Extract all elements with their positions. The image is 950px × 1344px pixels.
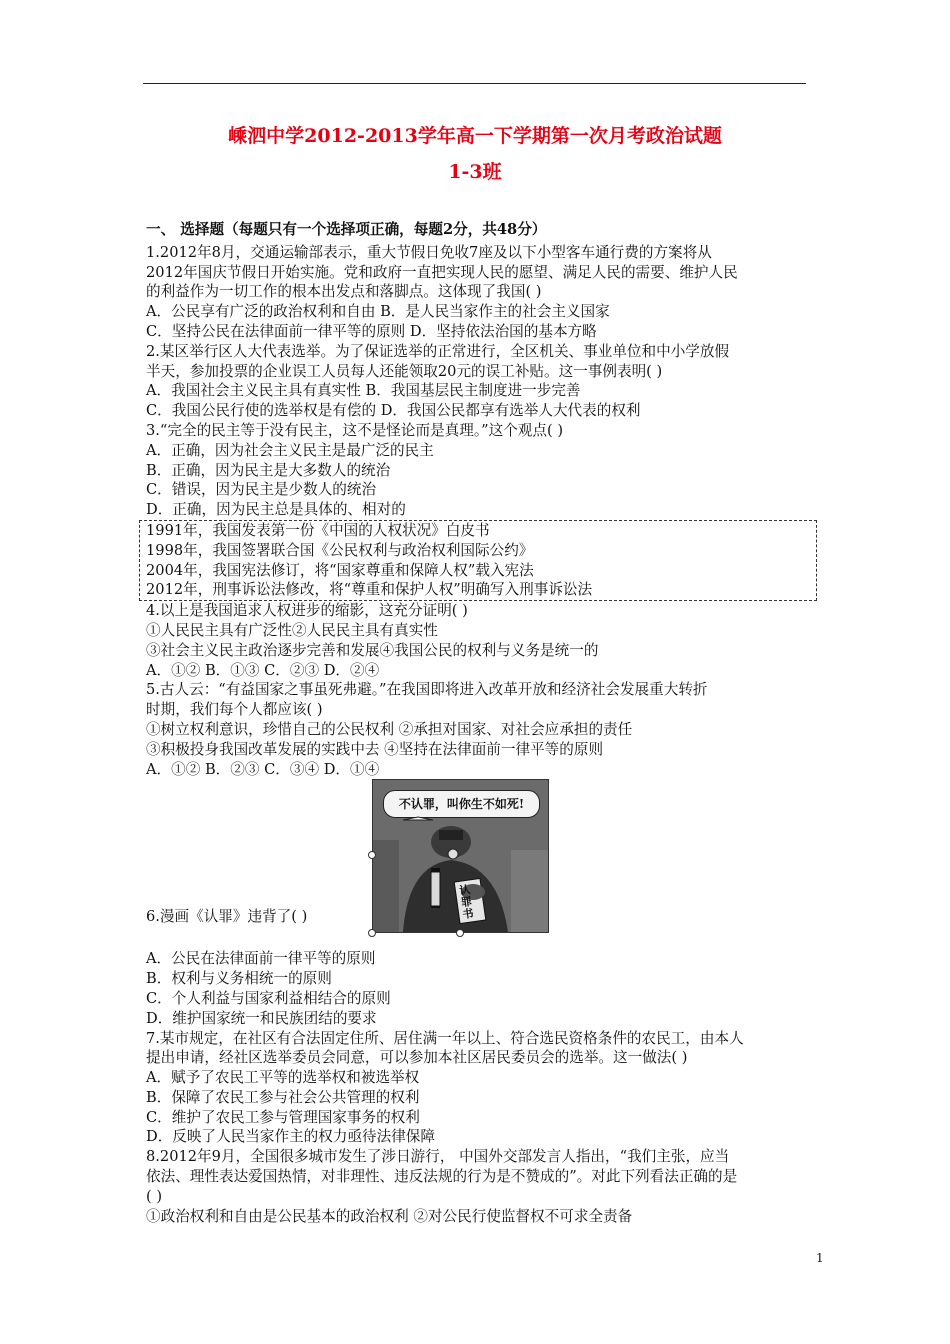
q7-line: 提出申请，经社区选举委员会同意，可以参加本社区居民委员会的选举。这一做法( ) — [146, 1049, 688, 1067]
q1-line: 2012年国庆节假日开始实施。党和政府一直把实现人民的愿望、满足人民的需要、维护人民 — [146, 263, 738, 281]
q2-option: C．我国公民行使的选举权是有偿的 D．我国公民都享有选举人大代表的权利 — [146, 402, 641, 420]
q5-line: 时期，我们每个人都应该( ) — [146, 701, 323, 719]
q2-option: A．我国社会主义民主具有真实性 B．我国基层民主制度进一步完善 — [146, 382, 581, 400]
q2-line: 半天，参加投票的企业误工人员每人还能领取20元的误工补贴。这一事例表明( ) — [146, 362, 663, 380]
q8-line: 8.2012年9月，全国很多城市发生了涉日游行， 中国外交部发言人指出，“我们主张，应当 — [146, 1148, 730, 1166]
q8-line: ①政治权利和自由是公民基本的政治权利 ②对公民行使监督权不可求全责备 — [146, 1207, 633, 1225]
cartoon-sign-text: 认罪书 — [458, 883, 475, 922]
q5-options: A．①② B．②③ C．③④ D．①④ — [146, 760, 380, 778]
q4-line: 4.以上是我国追求人权进步的缩影，这充分证明( ) — [146, 602, 468, 620]
box-line: 1991年，我国发表第一份《中国的人权状况》白皮书 — [146, 521, 490, 539]
q3-line: 3.“完全的民主等于没有民主，这不是怪论而是真理。”这个观点( ) — [146, 421, 564, 439]
q5-line: ③积极投身我国改革发展的实践中去 ④坚持在法律面前一律平等的原则 — [146, 740, 604, 758]
q6-cartoon-area — [146, 779, 810, 931]
cartoon-figure — [373, 780, 548, 932]
q4-options: A．①② B．①③ C．②③ D．②④ — [146, 661, 380, 679]
q1-line: 的利益作为一切工作的根本出发点和落脚点。这体现了我国( ) — [146, 283, 542, 301]
q8-line: 依法、理性表达爱国热情，对非理性、违反法规的行为是不赞成的”。对此下列看法正确的是 — [146, 1168, 738, 1186]
q6-option: B．权利与义务相统一的原则 — [146, 970, 332, 988]
q1-line: 1.2012年8月，交通运输部表示，重大节假日免收7座及以下小型客车通行费的方案将从 — [146, 243, 712, 261]
q3-option: C．错误，因为民主是少数人的统治 — [146, 481, 377, 499]
confession-cartoon — [372, 779, 549, 933]
human-rights-box — [139, 520, 817, 601]
q7-option: B．保障了农民工参与社会公共管理的权利 — [146, 1088, 420, 1106]
q3-option: D．正确，因为民主总是具体的、相对的 — [146, 501, 406, 519]
exam-class: 1-3班 — [448, 161, 502, 183]
q7-option: D．反映了人民当家作主的权力亟待法律保障 — [146, 1128, 435, 1146]
q7-option: C．维护了农民工参与管理国家事务的权利 — [146, 1108, 420, 1126]
q4-line: ①人民民主具有广泛性②人民民主具有真实性 — [146, 621, 438, 639]
cartoon-speech-bubble: 不认罪，叫你生不如死! — [383, 790, 540, 818]
box-line: 1998年，我国签署联合国《公民权利与政治权利国际公约》 — [146, 541, 534, 559]
header-rule — [143, 83, 806, 84]
q4-line: ③社会主义民主政治逐步完善和发展④我国公民的权利与义务是统一的 — [146, 641, 599, 659]
q7-option: A．赋予了农民工平等的选举权和被选举权 — [146, 1069, 420, 1087]
q7-line: 7.某市规定，在社区有合法固定住所、居住满一年以上、符合选民资格条件的农民工，由本人 — [146, 1029, 744, 1047]
section-heading: 一、 选择题（每题只有一个选择项正确，每题2分，共48分） — [146, 221, 547, 238]
q1-option: A．公民享有广泛的政治权利和自由 B．是人民当家作主的社会主义国家 — [146, 303, 610, 321]
q5-line: ①树立权利意识，珍惜自己的公民权利 ②承担对国家、对社会应承担的责任 — [146, 720, 633, 738]
q1-option: C．坚持公民在法律面前一律平等的原则 D．坚持依法治国的基本方略 — [146, 322, 597, 340]
q2-line: 2.某区举行区人大代表选举。为了保证选举的正常进行，全区机关、事业单位和中小学放假 — [146, 342, 730, 360]
q6-option: C．个人利益与国家利益相结合的原则 — [146, 989, 391, 1007]
q3-option: B．正确，因为民主是大多数人的统治 — [146, 461, 391, 479]
q8-line: ( ) — [146, 1187, 163, 1205]
exam-body — [146, 220, 810, 1226]
box-line: 2004年，我国宪法修订，将“国家尊重和保障人权”载入宪法 — [146, 561, 534, 579]
box-line: 2012年，刑事诉讼法修改，将“尊重和保护人权”明确写入刑事诉讼法 — [146, 581, 593, 599]
q3-option: A．正确，因为社会主义民主是最广泛的民主 — [146, 441, 434, 459]
q6-option: D．维护国家统一和民族团结的要求 — [146, 1009, 377, 1027]
page-number: 1 — [816, 1251, 824, 1265]
exam-title: 嵊泗中学2012-2013学年高一下学期第一次月考政治试题 — [228, 125, 722, 147]
q5-line: 5.古人云：“有益国家之事虽死弗避。”在我国即将进入改革开放和经济社会发展重大转折 — [146, 681, 708, 699]
q6-option: A．公民在法律面前一律平等的原则 — [146, 950, 376, 968]
q6-stem: 6.漫画《认罪》违背了( ) — [146, 908, 308, 926]
